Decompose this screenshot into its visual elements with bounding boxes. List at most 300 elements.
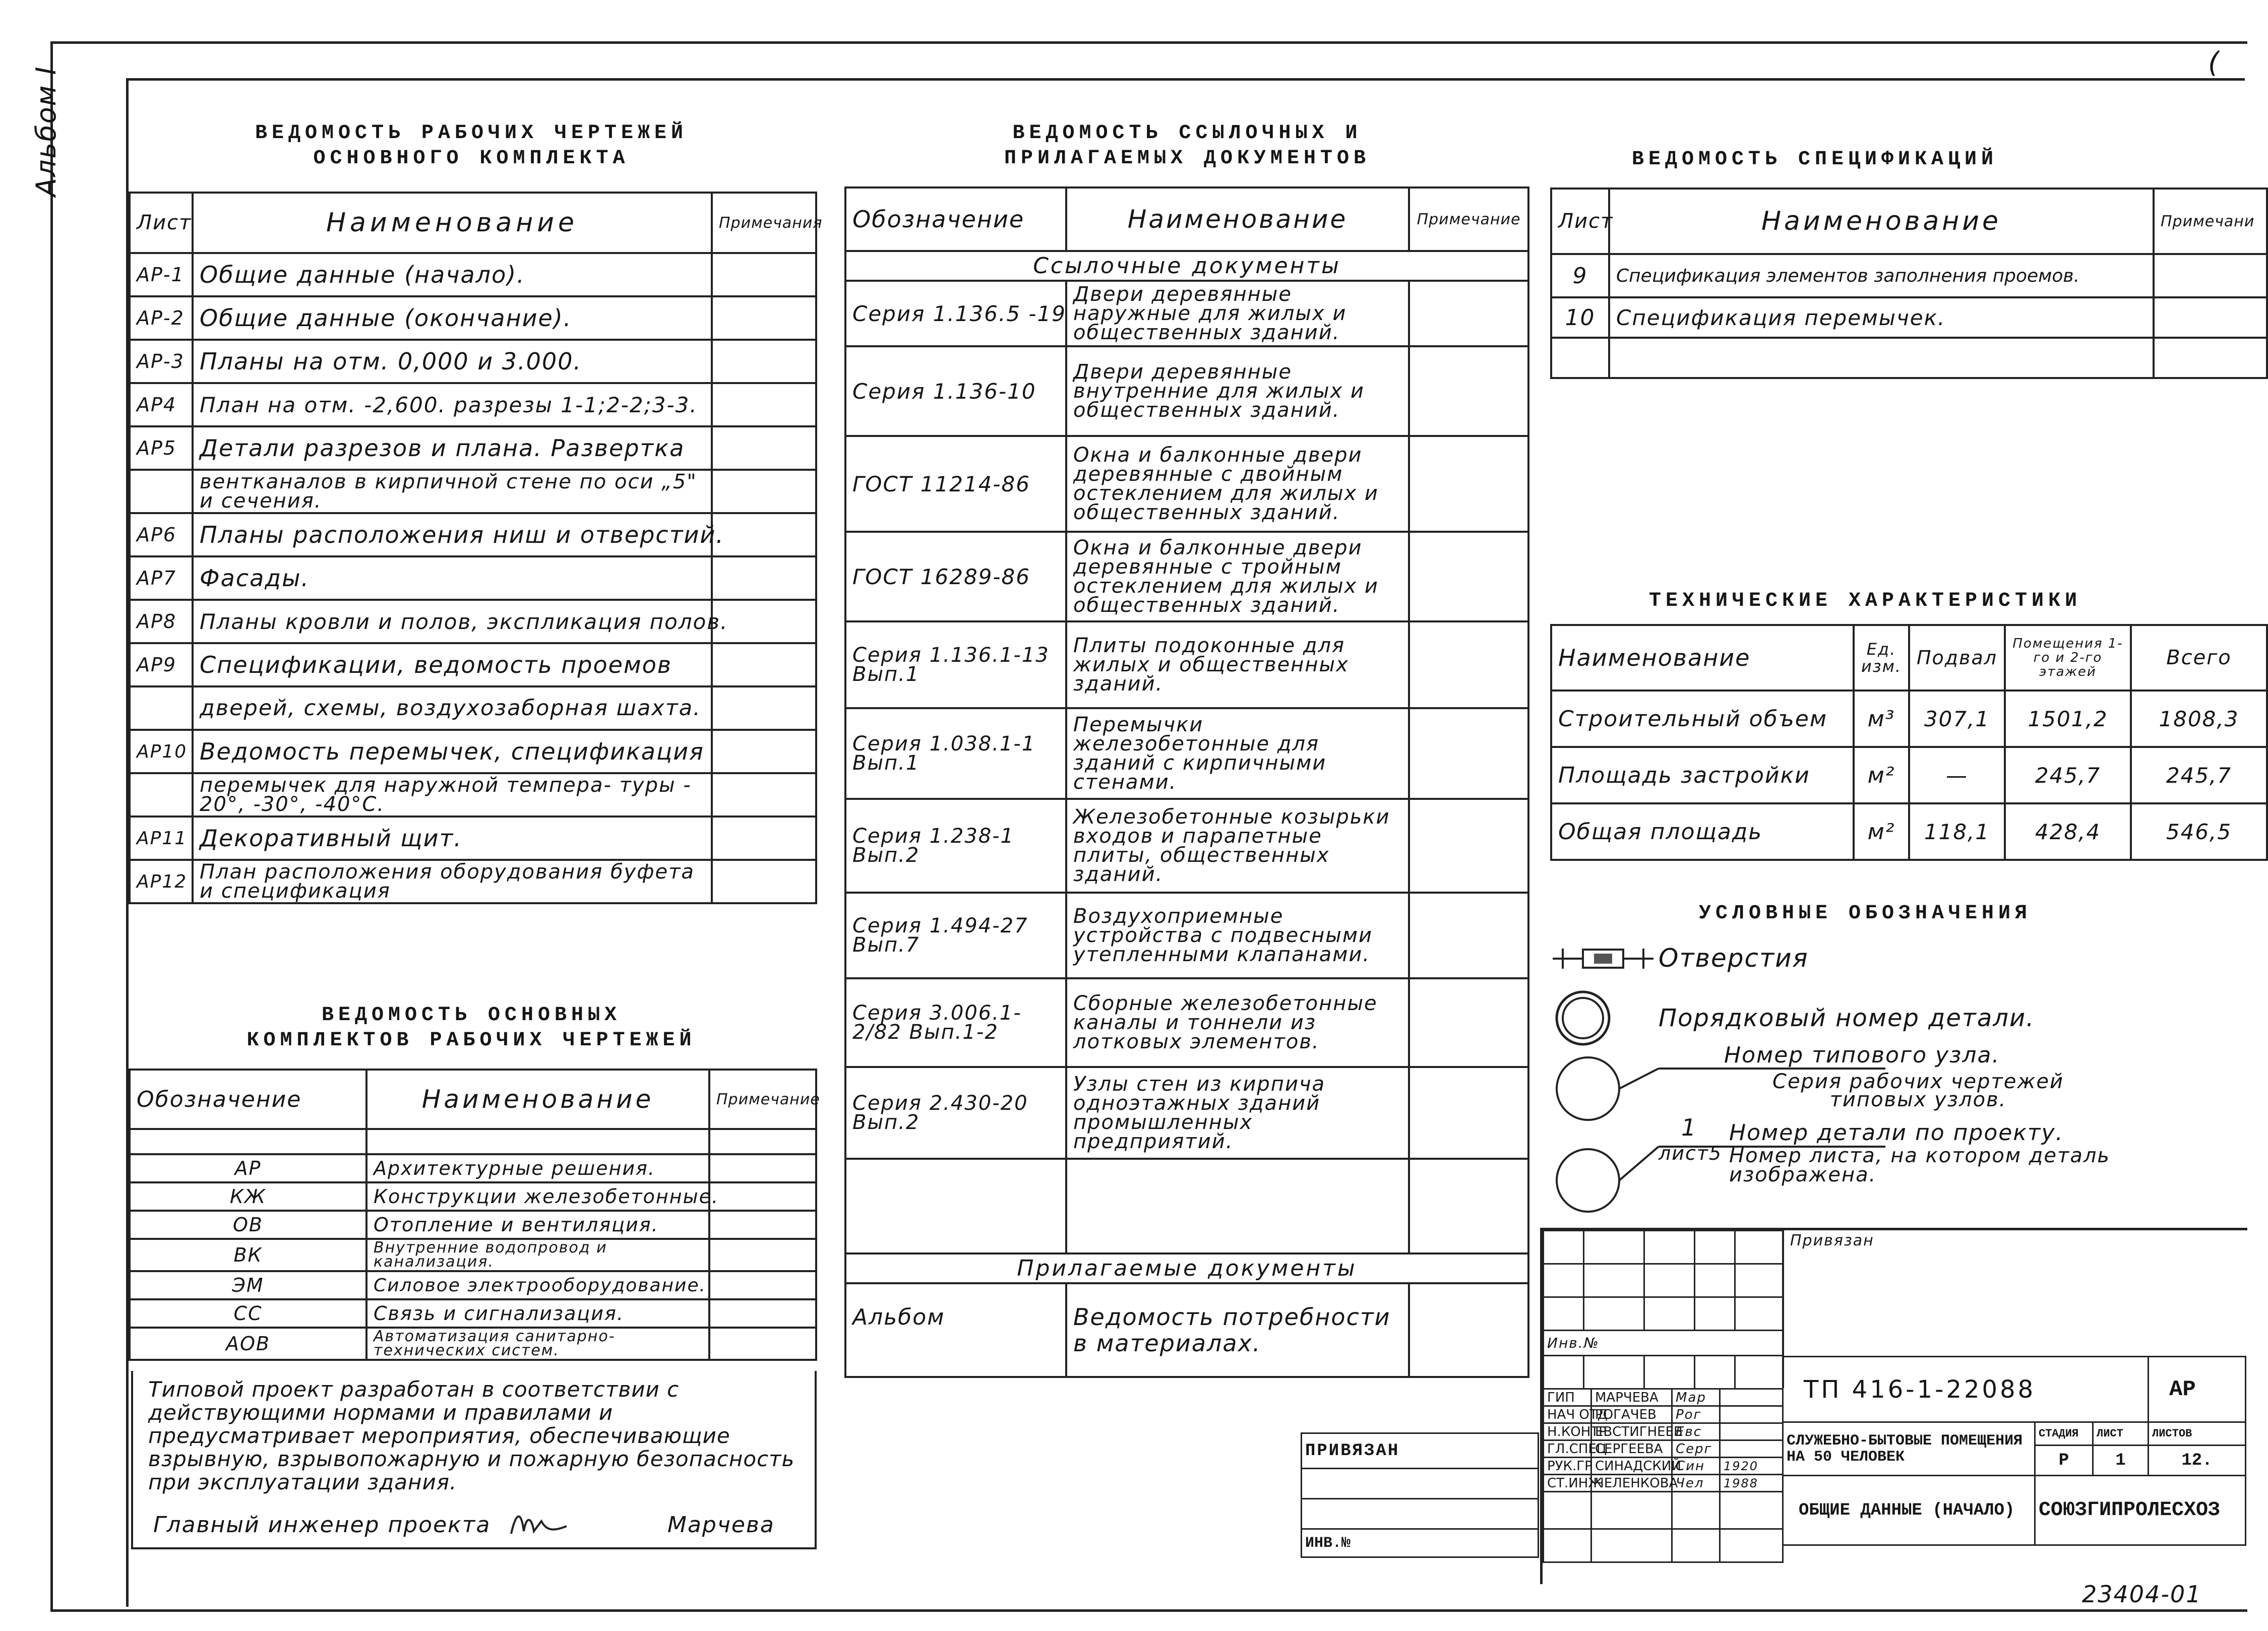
name-cell: ЕВСТИГНЕЕВ <box>1591 1423 1672 1440</box>
name-cell: Сборные железобетонные каналы и тоннели из лотковых элементов. <box>1066 978 1409 1067</box>
grid-cell <box>1544 1231 1584 1264</box>
note-cell <box>1409 532 1528 621</box>
table-row <box>845 1067 1528 1159</box>
sign-cell: Серг <box>1672 1440 1720 1458</box>
grid-cell <box>1544 1356 1584 1389</box>
grid-cell <box>1591 1529 1672 1562</box>
main-sets-title <box>131 1003 812 1053</box>
name-cell: Площадь застройки <box>1551 747 1854 803</box>
basement-cell: 118,1 <box>1909 803 2005 860</box>
ref-docs-title <box>847 121 1527 171</box>
section-row <box>845 251 1528 281</box>
role-cell: СТ.ИНЖ <box>1544 1475 1591 1492</box>
header-note: Примечание <box>709 1070 816 1129</box>
code-cell: Альбом <box>845 1283 1066 1377</box>
name-cell: Автоматизация санитарно- технических систем. <box>366 1328 709 1360</box>
floors-cell: 428,4 <box>2005 803 2131 860</box>
stamp-inv-label: Инв.№ <box>1544 1331 1783 1356</box>
floors-cell: 1501,2 <box>2005 691 2131 747</box>
header-code: Обозначение <box>130 1070 366 1129</box>
sheet-cell <box>130 773 193 817</box>
name-cell: Спецификация перемычек. <box>1609 297 2154 338</box>
code-cell: СС <box>130 1299 366 1328</box>
note-cell <box>1409 436 1528 532</box>
grid-cell <box>1644 1231 1695 1264</box>
name-cell: ЧЕЛЕНКОВА <box>1591 1475 1672 1492</box>
name-cell: РОГАЧЕВ <box>1591 1406 1672 1423</box>
grid-cell <box>1720 1529 1783 1562</box>
name-cell <box>1609 338 2154 378</box>
name-cell: Планы на отм. 0,000 и 3.000. <box>193 340 712 383</box>
ref-docs-title-line1: ВЕДОМОСТЬ ССЫЛОЧНЫХ И <box>1012 122 1362 145</box>
code-cell: АР <box>130 1154 366 1182</box>
note-cell <box>712 556 816 600</box>
grid-cell <box>1695 1297 1735 1331</box>
table-row <box>1551 297 2267 338</box>
table-row <box>130 513 816 556</box>
note-cell <box>2154 297 2267 338</box>
grid-cell <box>1720 1492 1783 1529</box>
opening-symbol-icon <box>1548 944 1659 974</box>
sign-cell: Евс <box>1672 1423 1720 1440</box>
sheet-cell: АР-1 <box>130 253 193 296</box>
sheet-list-title-line2: ОСНОВНОГО КОМПЛЕКТА <box>313 147 630 170</box>
chief-engineer-signature <box>506 1506 577 1541</box>
table-row <box>1551 254 2267 297</box>
note-cell <box>1409 621 1528 708</box>
grid-cell <box>1735 1297 1783 1331</box>
name-cell: СЕРГЕЕВА <box>1591 1440 1672 1458</box>
binding-left-blank-1 <box>1302 1469 1539 1499</box>
note-box <box>131 1371 817 1549</box>
legend-detail-num-text: Порядковый номер детали. <box>1659 1004 2035 1032</box>
header-total: Всего <box>2131 625 2267 691</box>
header-name: Наименование <box>1551 625 1854 691</box>
note-cell <box>1409 1067 1528 1159</box>
table-row <box>1551 691 2267 747</box>
inner-frame-top <box>126 78 2245 81</box>
sheet-cell: АР-2 <box>130 296 193 340</box>
spec-list-table <box>1550 187 2268 379</box>
note-cell <box>709 1182 816 1211</box>
stamp-grid <box>1543 1230 1784 1390</box>
sheet-list-title <box>131 121 812 171</box>
note-cell <box>1409 799 1528 893</box>
name-cell: Спецификации, ведомость проемов <box>193 643 712 686</box>
table-row <box>130 730 816 773</box>
table-row <box>130 340 816 383</box>
lists-value: 12. <box>2149 1446 2246 1476</box>
code-cell: ГОСТ 16289-86 <box>845 532 1066 621</box>
table-row <box>130 470 816 513</box>
table-row <box>845 799 1528 893</box>
code-cell: АОВ <box>130 1328 366 1360</box>
basement-cell: 307,1 <box>1909 691 2005 747</box>
main-sets-header <box>130 1070 816 1129</box>
date-cell <box>1720 1440 1783 1458</box>
grid-cell <box>1644 1356 1695 1389</box>
sign-cell: Рог <box>1672 1406 1720 1423</box>
name-cell: Детали разрезов и плана. Развертка <box>193 426 712 470</box>
name-cell: Воздухоприемные устройства с подвесными утепленными клапанами. <box>1066 893 1409 978</box>
sheet-cell <box>1551 338 1609 378</box>
note-cell <box>712 860 816 903</box>
total-cell: 546,5 <box>2131 803 2267 860</box>
role-cell: ГЛ.СПЕЦ <box>1544 1440 1591 1458</box>
sheet-cell: АР10 <box>130 730 193 773</box>
name-cell: Перемычки железобетонные для зданий с кирпичными стенами. <box>1066 708 1409 799</box>
table-row <box>130 1129 816 1154</box>
note-cell <box>712 383 816 426</box>
spec-list-title: ВЕДОМОСТЬ СПЕЦИФИКАЦИЙ <box>1631 148 1998 171</box>
table-row <box>130 1271 816 1299</box>
name-cell <box>1066 1159 1409 1253</box>
table-row <box>130 773 816 817</box>
name-cell: вентканалов в кирпичной стене по оси „5" и сечения. <box>193 470 712 513</box>
code-cell: Серия 1.136-10 <box>845 346 1066 436</box>
table-row <box>1551 338 2267 378</box>
note-cell <box>1409 708 1528 799</box>
table-row <box>845 346 1528 436</box>
note-cell <box>712 296 816 340</box>
code-cell: КЖ <box>130 1182 366 1211</box>
unit-cell: м² <box>1854 747 1909 803</box>
sheet-cell: АР5 <box>130 426 193 470</box>
section-ref-label: Ссылочные документы <box>845 251 1528 281</box>
sheet-cell: 10 <box>1551 297 1609 338</box>
header-unit: Ед. изм. <box>1854 625 1909 691</box>
sheet-list-title-line1: ВЕДОМОСТЬ РАБОЧИХ ЧЕРТЕЖЕЙ <box>255 122 688 145</box>
sheet-cell: АР4 <box>130 383 193 426</box>
table-row <box>130 1182 816 1211</box>
note-cell <box>1409 1159 1528 1253</box>
note-cell <box>712 340 816 383</box>
table-row <box>845 621 1528 708</box>
legend-title: УСЛОВНЫЕ ОБОЗНАЧЕНИЯ <box>1698 902 2032 925</box>
unit-cell: м² <box>1854 803 1909 860</box>
code-cell: Серия 1.494-27 Вып.7 <box>845 893 1066 978</box>
chief-engineer-label: Главный инженер проекта <box>153 1512 491 1538</box>
note-cell <box>1409 346 1528 436</box>
table-row <box>130 296 816 340</box>
sign-cell: Син <box>1672 1458 1720 1475</box>
grid-cell <box>1695 1356 1735 1389</box>
tech-header <box>1551 625 2267 691</box>
grid-cell <box>1735 1231 1783 1264</box>
list-value: 1 <box>2093 1446 2149 1476</box>
note-cell <box>2154 338 2267 378</box>
name-cell: Архитектурные решения. <box>366 1154 709 1182</box>
code-cell <box>130 1129 366 1154</box>
sheet-cell: АР12 <box>130 860 193 903</box>
grid-cell <box>1672 1492 1720 1529</box>
legend-detail-sheet-text: Номер листа, на котором деталь изображена. <box>1729 1144 2110 1186</box>
header-sheet: Лист <box>1551 189 1609 254</box>
name-cell: Строительный объем <box>1551 691 1854 747</box>
note-cell <box>712 470 816 513</box>
stamp-people-table <box>1543 1388 1784 1563</box>
code-cell: Серия 1.136.5 -19 <box>845 281 1066 346</box>
grid-cell <box>1544 1264 1584 1297</box>
code-cell: Серия 1.136.1-13 Вып.1 <box>845 621 1066 708</box>
sheet-cell: АР-3 <box>130 340 193 383</box>
grid-cell <box>1584 1356 1644 1389</box>
grid-cell <box>1591 1492 1672 1529</box>
archive-number: 23404-01 <box>2082 1581 2202 1608</box>
header-sheet: Лист <box>130 193 193 253</box>
table-row <box>130 1211 816 1239</box>
date-cell <box>1720 1406 1783 1423</box>
album-label: Альбом I <box>30 66 62 197</box>
date-cell <box>1720 1423 1783 1440</box>
legend-mark-sheet: лист5 <box>1659 1142 1723 1164</box>
date-cell: 1920 <box>1720 1458 1783 1475</box>
table-row <box>845 281 1528 346</box>
name-cell: Окна и балконные двери деревянные с тройным остеклением для жилых и общественных зданий. <box>1066 532 1409 621</box>
grid-cell <box>1584 1264 1644 1297</box>
table-row <box>1551 803 2267 860</box>
note-cell <box>1409 281 1528 346</box>
tech-table <box>1550 624 2268 861</box>
note-cell <box>709 1129 816 1154</box>
name-cell: СИНАДСКИЙ <box>1591 1458 1672 1475</box>
list-label: ЛИСТ <box>2093 1422 2149 1446</box>
note-cell <box>712 686 816 730</box>
total-cell: 1808,3 <box>2131 691 2267 747</box>
header-note: Примечани <box>2154 189 2267 254</box>
note-cell <box>709 1239 816 1271</box>
table-row <box>845 1159 1528 1253</box>
name-cell: Ведомость перемычек, спецификация <box>193 730 712 773</box>
floors-cell: 245,7 <box>2005 747 2131 803</box>
table-row <box>130 383 816 426</box>
table-row <box>845 532 1528 621</box>
code-cell: ЭМ <box>130 1271 366 1299</box>
header-code: Обозначение <box>845 187 1066 251</box>
code-cell: ВК <box>130 1239 366 1271</box>
binding-box-left <box>1301 1432 1539 1558</box>
note-cell <box>1409 978 1528 1067</box>
header-name: Наименование <box>1066 187 1409 251</box>
name-cell: Узлы стен из кирпича одноэтажных зданий промышленных предприятий. <box>1066 1067 1409 1159</box>
grid-cell <box>1735 1356 1783 1389</box>
ref-docs-table <box>844 186 1529 1378</box>
sheet-cell: 9 <box>1551 254 1609 297</box>
name-cell: Связь и сигнализация. <box>366 1299 709 1328</box>
table-row <box>130 1239 816 1271</box>
date-cell <box>1720 1389 1783 1406</box>
spec-list-header <box>1551 189 2267 254</box>
sheet-cell: АР6 <box>130 513 193 556</box>
code-cell: Серия 2.430-20 Вып.2 <box>845 1067 1066 1159</box>
note-cell <box>712 817 816 860</box>
grid-cell <box>1644 1264 1695 1297</box>
header-name: Наименование <box>366 1070 709 1129</box>
sheet-cell <box>130 686 193 730</box>
table-row <box>130 253 816 296</box>
name-cell: План расположения оборудования буфета и спецификация <box>193 860 712 903</box>
note-cell <box>709 1211 816 1239</box>
note-cell <box>712 773 816 817</box>
note-cell <box>712 253 816 296</box>
grid-cell <box>1695 1231 1735 1264</box>
role-cell: РУК.ГР <box>1544 1458 1591 1475</box>
role-cell: НАЧ ОТД <box>1544 1406 1591 1423</box>
basement-cell: — <box>1909 747 2005 803</box>
header-note: Примечания <box>712 193 816 253</box>
lists-label: ЛИСТОВ <box>2149 1422 2246 1446</box>
name-cell: Общие данные (окончание). <box>193 296 712 340</box>
legend-node-series-text: Серия рабочих чертежей типовых узлов. <box>1772 1070 2064 1111</box>
table-row <box>130 1299 816 1328</box>
binding-left-inv: ИНВ.№ <box>1302 1529 1539 1557</box>
table-row <box>130 1154 816 1182</box>
name-cell: Планы кровли и полов, экспликация полов. <box>193 600 712 643</box>
stamp-code: ТП 416-1-22088 <box>1783 1357 2149 1422</box>
note-cell <box>712 513 816 556</box>
name-cell: Общие данные (начало). <box>193 253 712 296</box>
note-cell <box>712 730 816 773</box>
grid-cell <box>1735 1264 1783 1297</box>
name-cell: Внутренние водопровод и канализация. <box>366 1239 709 1271</box>
grid-cell <box>1544 1529 1591 1562</box>
code-cell: Серия 1.238-1 Вып.2 <box>845 799 1066 893</box>
binding-left-blank-2 <box>1302 1499 1539 1529</box>
code-cell: ГОСТ 11214-86 <box>845 436 1066 532</box>
grid-cell <box>1672 1529 1720 1562</box>
sign-cell: Чел <box>1672 1475 1720 1492</box>
unit-cell: м³ <box>1854 691 1909 747</box>
tech-title: ТЕХНИЧЕСКИЕ ХАРАКТЕРИСТИКИ <box>1648 590 2082 612</box>
name-cell: Отопление и вентиляция. <box>366 1211 709 1239</box>
name-cell: Ведомость потребности в материалах. <box>1066 1283 1409 1377</box>
stamp-sheet-title: ОБЩИЕ ДАННЫЕ (НАЧАЛО) <box>1783 1476 2035 1545</box>
code-cell: ОВ <box>130 1211 366 1239</box>
legend-node-num-text: Номер типового узла. <box>1724 1042 2000 1068</box>
chief-engineer-name: Марчева <box>667 1512 775 1538</box>
legend-opening-text: Отверстия <box>1659 944 1809 973</box>
name-cell: Спецификация элементов заполнения проемов. <box>1609 254 2154 297</box>
role-cell: Н.КОНТР <box>1544 1423 1591 1440</box>
name-cell: Общая площадь <box>1551 803 1854 860</box>
stamp-info-table <box>1782 1356 2246 1546</box>
sheet-cell <box>130 470 193 513</box>
note-cell <box>712 426 816 470</box>
table-row <box>130 686 816 730</box>
name-cell: Декоративный щит. <box>193 817 712 860</box>
name-cell: Конструкции железобетонные. <box>366 1182 709 1211</box>
note-cell <box>709 1154 816 1182</box>
table-row <box>845 893 1528 978</box>
note-cell <box>709 1271 816 1299</box>
stage-label: СТАДИЯ <box>2035 1422 2093 1446</box>
ref-docs-title-line2: ПРИЛАГАЕМЫХ ДОКУМЕНТОВ <box>1004 147 1371 170</box>
sheet-cell: АР9 <box>130 643 193 686</box>
note-cell <box>2154 254 2267 297</box>
note-cell <box>709 1299 816 1328</box>
table-row <box>130 1328 816 1360</box>
role-cell: ГИП <box>1544 1389 1591 1406</box>
code-cell: Серия 1.038.1-1 Вып.1 <box>845 708 1066 799</box>
table-row <box>130 426 816 470</box>
name-cell: Окна и балконные двери деревянные с двойным остеклением для жилых и общественных зданий. <box>1066 436 1409 532</box>
table-row <box>1551 747 2267 803</box>
stamp-binding-label: Привязан <box>1790 1232 1874 1249</box>
name-cell: План на отм. -2,600. разрезы 1-1;2-2;3-3. <box>193 383 712 426</box>
header-name: Наименование <box>1609 189 2154 254</box>
table-row <box>130 817 816 860</box>
sheet-cell: АР7 <box>130 556 193 600</box>
sheet-cell: АР8 <box>130 600 193 643</box>
code-cell: Серия 3.006.1-2/82 Вып.1-2 <box>845 978 1066 1067</box>
header-note: Примечание <box>1409 187 1528 251</box>
sheet-list-header <box>130 193 816 253</box>
legend-mark-number: 1 <box>1681 1114 1697 1141</box>
grid-cell <box>1544 1492 1591 1529</box>
total-cell: 245,7 <box>2131 747 2267 803</box>
name-cell: МАРЧЕВА <box>1591 1389 1672 1406</box>
name-cell: Плиты подоконные для жилых и общественных зданий. <box>1066 621 1409 708</box>
ref-docs-header <box>845 187 1528 251</box>
note-cell <box>1409 1283 1528 1377</box>
name-cell: Планы расположения ниш и отверстий. <box>193 513 712 556</box>
stage-value: Р <box>2035 1446 2093 1476</box>
note-cell <box>1409 893 1528 978</box>
table-row <box>130 860 816 903</box>
binding-left-label: ПРИВЯЗАН <box>1302 1433 1539 1469</box>
grid-cell <box>1644 1297 1695 1331</box>
main-sets-title-line1: ВЕДОМОСТЬ ОСНОВНЫХ <box>321 1004 622 1027</box>
header-floors: Помещения 1-го и 2-го этажей <box>2005 625 2131 691</box>
main-sets-title-line2: КОМПЛЕКТОВ РАБОЧИХ ЧЕРТЕЖЕЙ <box>247 1029 696 1052</box>
header-name: Наименование <box>193 193 712 253</box>
section-att-label: Прилагаемые документы <box>845 1253 1528 1283</box>
table-row <box>845 708 1528 799</box>
name-cell: Фасады. <box>193 556 712 600</box>
name-cell: перемычек для наружной темпера- туры - 20°, -30°, -40°С. <box>193 773 712 817</box>
grid-cell <box>1584 1297 1644 1331</box>
code-cell <box>845 1159 1066 1253</box>
note-cell <box>712 643 816 686</box>
detail-circle-icon <box>1553 988 1613 1048</box>
stamp-org: СОЮЗГИПРОЛЕСХОЗ <box>2035 1476 2246 1545</box>
name-cell: Двери деревянные внутренние для жилых и общественных зданий. <box>1066 346 1409 436</box>
name-cell: Силовое электрооборудование. <box>366 1271 709 1299</box>
table-row <box>845 436 1528 532</box>
sheet-list-table <box>129 192 823 904</box>
name-cell <box>366 1129 709 1154</box>
sheet-cell: АР11 <box>130 817 193 860</box>
header-basement: Подвал <box>1909 625 2005 691</box>
table-row <box>130 556 816 600</box>
stamp-building: СЛУЖЕБНО-БЫТОВЫЕ ПОМЕЩЕНИЯ НА 50 ЧЕЛОВЕК <box>1783 1422 2035 1476</box>
page-corner-mark: ( <box>2208 46 2220 79</box>
note-cell <box>709 1328 816 1360</box>
name-cell: Двери деревянные наружные для жилых и общественных зданий. <box>1066 281 1409 346</box>
main-sets-table <box>129 1069 820 1361</box>
date-cell: 1988 <box>1720 1475 1783 1492</box>
table-row <box>130 643 816 686</box>
grid-cell <box>1695 1264 1735 1297</box>
sign-cell: Мар <box>1672 1389 1720 1406</box>
note-text: Типовой проект разработан в соответствии с действующими нормами и правилами и предусматривает мероприятия, обеспечивающие взрывную, взрывопожарную и пожарную безопасность при эксплуатации здания. <box>148 1377 795 1494</box>
table-row <box>845 978 1528 1067</box>
grid-cell <box>1584 1231 1644 1264</box>
table-row <box>130 600 816 643</box>
table-row <box>845 1283 1528 1377</box>
section-row <box>845 1253 1528 1283</box>
stamp-mark: АР <box>2149 1357 2246 1422</box>
